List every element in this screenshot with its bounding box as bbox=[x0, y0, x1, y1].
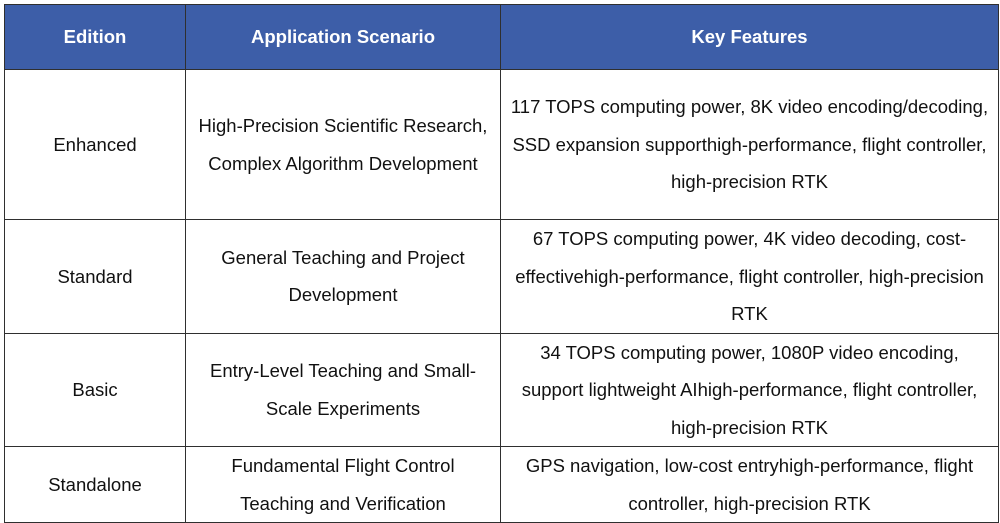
scenario-cell: Entry-Level Teaching and Small-Scale Experiments bbox=[186, 333, 501, 447]
header-application-scenario: Application Scenario bbox=[186, 5, 501, 70]
scenario-cell: High-Precision Scientific Research, Complex Algorithm Development bbox=[186, 70, 501, 220]
edition-cell: Enhanced bbox=[5, 70, 186, 220]
table-row bbox=[5, 333, 999, 447]
edition-cell: Basic bbox=[5, 333, 186, 447]
features-cell: 117 TOPS computing power, 8K video encoding/decoding, SSD expansion supporthigh-performance, flight controller, high-precision RTK bbox=[501, 70, 999, 220]
table-row bbox=[5, 70, 999, 220]
edition-cell: Standalone bbox=[5, 447, 186, 523]
table-row bbox=[5, 447, 999, 523]
header-edition: Edition bbox=[5, 5, 186, 70]
header-row bbox=[5, 5, 999, 70]
scenario-cell: Fundamental Flight Control Teaching and Verification bbox=[186, 447, 501, 523]
scenario-cell: General Teaching and Project Development bbox=[186, 220, 501, 334]
table-row bbox=[5, 220, 999, 334]
features-cell: GPS navigation, low-cost entryhigh-performance, flight controller, high-precision RTK bbox=[501, 447, 999, 523]
features-cell: 34 TOPS computing power, 1080P video encoding, support lightweight AIhigh-performance, flight controller, high-precision RTK bbox=[501, 333, 999, 447]
editions-table bbox=[4, 4, 999, 523]
edition-cell: Standard bbox=[5, 220, 186, 334]
features-cell: 67 TOPS computing power, 4K video decoding, cost-effectivehigh-performance, flight controller, high-precision RTK bbox=[501, 220, 999, 334]
header-key-features: Key Features bbox=[501, 5, 999, 70]
